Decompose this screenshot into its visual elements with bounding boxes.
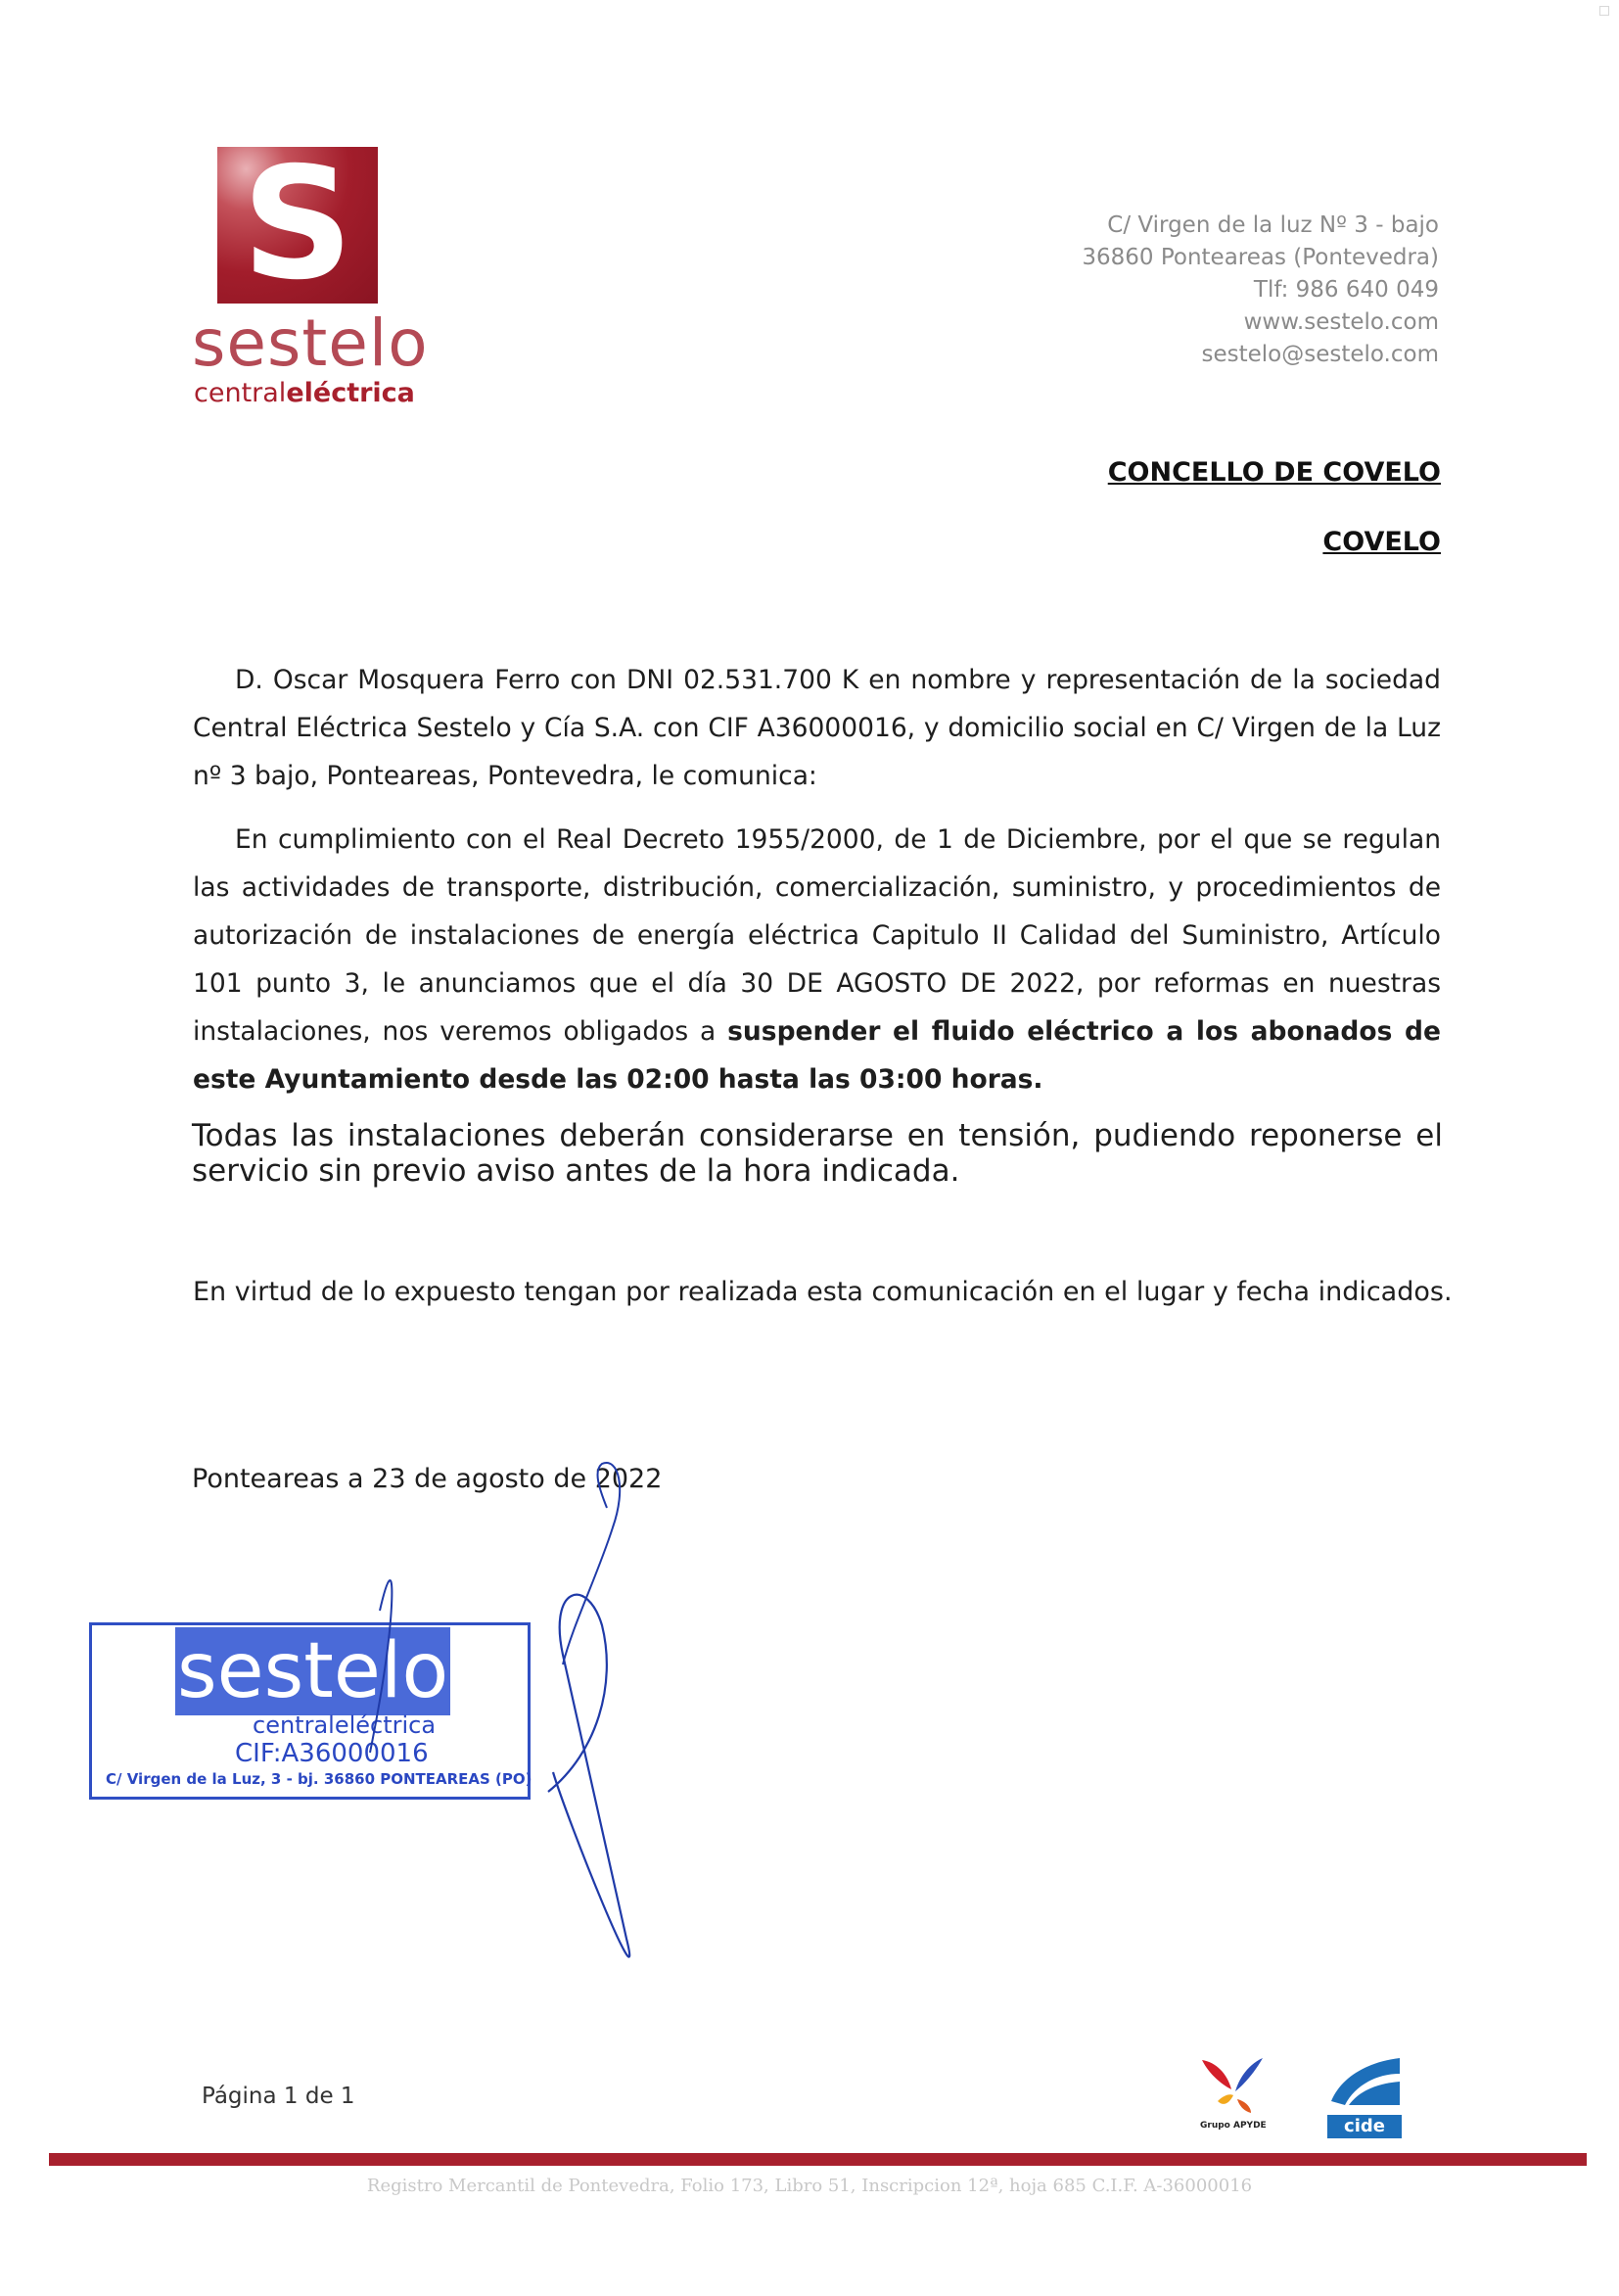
recipient-line-1: CONCELLO DE COVELO xyxy=(1107,457,1441,488)
cide-label: cide xyxy=(1327,2115,1402,2138)
logo-wordmark: sestelo xyxy=(192,305,429,381)
paragraph-intro-text: D. Oscar Mosquera Ferro con DNI 02.531.700 K en nombre y representación de la sociedad Central Eléctrica Sestelo y Cía S.A. con CIF A36000016, y domicilio social en C/ Virgen de la Luz nº 3 bajo, Ponteareas, Pontevedra, le comunica: xyxy=(193,665,1441,791)
footer-bar xyxy=(49,2153,1587,2166)
paragraph-notice-text xyxy=(193,816,1441,1103)
logo-letter: S xyxy=(242,134,353,314)
stamp-wordmark-text: sestelo xyxy=(177,1627,449,1715)
paragraph-closing: En virtud de lo expuesto tengan por realizada esta comunicación en el lugar y fecha indicados. xyxy=(193,1277,1453,1307)
company-stamp xyxy=(89,1622,531,1800)
paragraph-intro xyxy=(193,656,1441,800)
notice-normal-text: En cumplimiento con el Real Decreto 1955/2000, de 1 de Diciembre, por el que se regulan las actividades de transporte, distribución, comercialización, suministro, y procedimientos de autorización de instalaciones de energía eléctrica Capitulo II Calidad del Suministro, Artículo 101 punto 3, le anunciamos que el día 30 DE AGOSTO DE 2022, por reformas en nuestras instalaciones, nos veremos obligados a xyxy=(193,824,1441,1047)
company-logo-mark xyxy=(217,134,378,314)
date-line: Ponteareas a 23 de agosto de 2022 xyxy=(192,1464,663,1494)
stamp-cif: CIF:A36000016 xyxy=(235,1739,429,1768)
logo-sub-bold: eléctrica xyxy=(286,378,415,408)
apyde-label: Grupo APYDE xyxy=(1200,2121,1267,2131)
address-email: sestelo@sestelo.com xyxy=(1201,342,1439,367)
stamp-wordmark xyxy=(175,1627,450,1715)
page-number: Página 1 de 1 xyxy=(202,2084,355,2109)
notice-bold-text: suspender el fluido eléctrico a los abonados de este Ayuntamiento desde las 02:00 hasta las 03:00 horas. xyxy=(193,1016,1441,1095)
logo-sub-light: central xyxy=(194,378,287,408)
stamp-address: C/ Virgen de la Luz, 3 - bj. 36860 PONTEAREAS (PO) xyxy=(106,1770,532,1788)
sender-address xyxy=(1082,210,1439,371)
address-website: www.sestelo.com xyxy=(1243,309,1439,335)
footer-registry: Registro Mercantil de Pontevedra, Folio 173, Libro 51, Inscripcion 12ª, hoja 685 C.I.F. A-36000016 xyxy=(366,2176,1253,2196)
address-street: C/ Virgen de la luz Nº 3 - bajo xyxy=(1107,212,1439,238)
logo-subtitle xyxy=(194,380,415,406)
address-phone: Tlf: 986 640 049 xyxy=(1253,277,1439,303)
paragraph-notice xyxy=(193,816,1441,1103)
address-city: 36860 Ponteareas (Pontevedra) xyxy=(1082,245,1439,270)
stamp-central: centraleléctrica xyxy=(253,1711,437,1739)
corner-mark xyxy=(1599,6,1609,16)
recipient-line-2: COVELO xyxy=(1322,527,1441,557)
paragraph-tension: Todas las instalaciones deberán considerarse en tensión, pudiendo reponerse el servicio sin previo aviso antes de la hora indicada. xyxy=(192,1118,1443,1189)
